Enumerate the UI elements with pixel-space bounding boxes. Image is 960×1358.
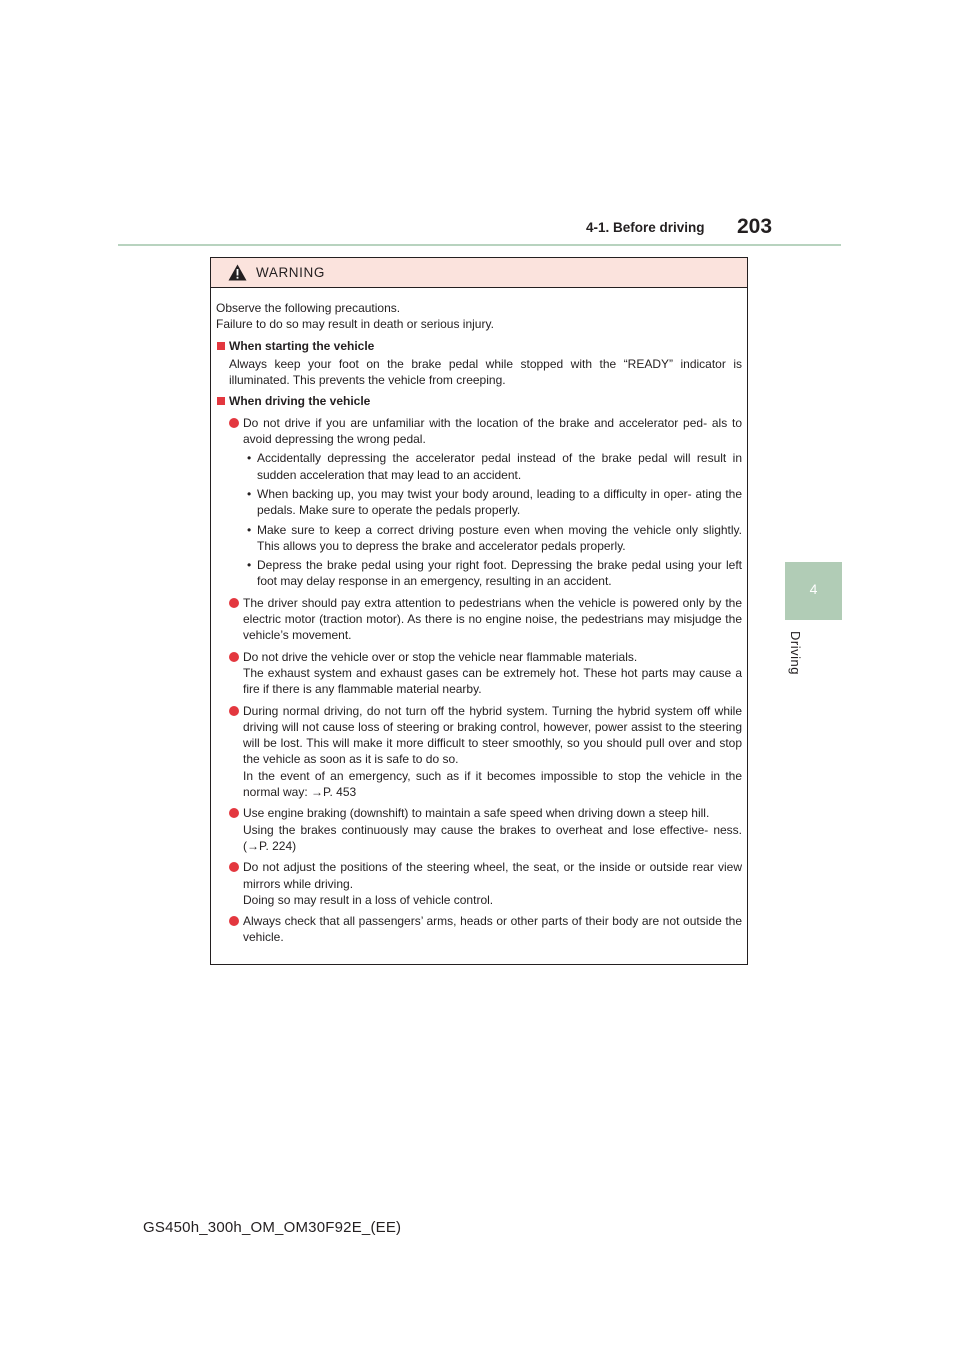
sub-list-item: • Depress the brake pedal using your right foot. Depressing the brake pedal using your left foot may delay response in an emergency, resulting in an accident. xyxy=(247,558,742,589)
sub-list-item: • Accidentally depressing the accelerator pedal instead of the brake pedal will result in sudden acceleration that may lead to an accident. xyxy=(247,451,742,482)
dot-bullet-icon: • xyxy=(247,486,252,501)
list-item: Always check that all passengers’ arms, heads or other parts of their body are not outside the vehicle. xyxy=(216,913,742,946)
square-bullet-icon xyxy=(217,397,225,405)
warning-box xyxy=(210,257,748,965)
circle-bullet-icon xyxy=(229,418,239,428)
document-code: GS450h_300h_OM_OM30F92E_(EE) xyxy=(143,1219,402,1236)
list-item: The driver should pay extra attention to pedestrians when the vehicle is powered only by the electric motor (traction motor). As there is no engine noise, the pedestrians may misjudge the vehicle’s movement. xyxy=(216,595,742,644)
circle-bullet-icon xyxy=(229,916,239,926)
sub-list-item: • When backing up, you may twist your body around, leading to a difficulty in oper- ating the pedals. Make sure to operate the pedals properly. xyxy=(247,486,742,518)
circle-bullet-icon xyxy=(229,706,239,716)
section-body-starting: Always keep your foot on the brake pedal while stopped with the “READY” indicator is illuminated. This prevents the vehicle from creeping. xyxy=(229,356,742,388)
circle-bullet-icon xyxy=(229,862,239,872)
circle-bullet-icon xyxy=(229,598,239,608)
dot-bullet-icon: • xyxy=(247,522,252,537)
header-rule xyxy=(118,244,841,246)
chapter-number: 4 xyxy=(809,581,818,597)
sub-list-item: • Make sure to keep a correct driving posture even when moving the vehicle only slightly. This allows you to depress the brake and accelerator pedals properly. xyxy=(247,522,742,553)
page-number: 203 xyxy=(737,215,773,238)
list-item: Use engine braking (downshift) to maintain a safe speed when driving down a steep hill. Using the brakes continuously may cause the brakes to overheat and lose effective- ness. (→P. 224) xyxy=(216,805,742,854)
square-bullet-icon xyxy=(217,342,225,350)
chapter-label: Driving xyxy=(788,631,803,675)
list-item: Do not adjust the positions of the steering wheel, the seat, or the inside or outside rear view mirrors while driving. Doing so may result in a loss of vehicle control. xyxy=(216,859,742,908)
intro-line-1: Observe the following precautions. xyxy=(216,301,401,315)
list-item: During normal driving, do not turn off the hybrid system. Turning the hybrid system off while driving will not cause loss of steering or braking control, however, power assist to the steering will be lost. This will make it more difficult to steer smoothly, so you should pull over and stop the vehicle as soon as it is safe to do so. In the event of an emergency, such as if it becomes impossible to stop the vehicle in the normal way: →P. 453 xyxy=(216,703,742,801)
list-item: Do not drive the vehicle over or stop the vehicle near flammable materials. The exhaust system and exhaust gases can be extremely hot. These hot parts may cause a fire if there is any flammable material nearby. xyxy=(216,649,742,698)
intro-line-2: Failure to do so may result in death or serious injury. xyxy=(216,317,494,332)
chapter-tab[interactable] xyxy=(785,562,842,620)
dot-bullet-icon: • xyxy=(247,558,252,573)
warning-body xyxy=(216,300,742,946)
warning-triangle-icon xyxy=(228,264,247,281)
dot-bullet-icon: • xyxy=(247,451,252,466)
circle-bullet-icon xyxy=(229,652,239,662)
section-heading-driving: When driving the vehicle xyxy=(216,393,742,409)
list-item: Do not drive if you are unfamiliar with the location of the brake and accelerator ped- als to avoid depressing the wrong pedal. xyxy=(216,415,742,448)
section-heading-starting: When starting the vehicle xyxy=(216,338,742,354)
warning-title: WARNING xyxy=(256,265,325,280)
section-title: 4-1. Before driving xyxy=(586,220,705,235)
warning-header xyxy=(211,258,747,288)
circle-bullet-icon xyxy=(229,808,239,818)
